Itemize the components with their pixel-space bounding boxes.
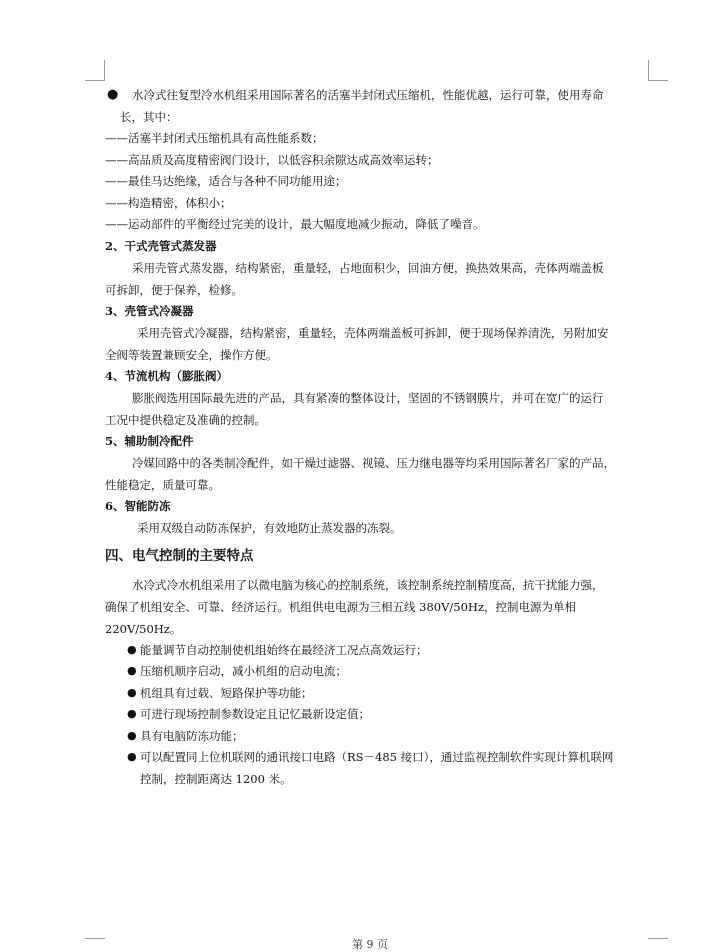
bullet-item: 具有电脑防冻功能； <box>140 729 244 743</box>
bullet-item-continued: 控制，控制距离达 1200 米。 <box>140 772 292 786</box>
chapter-heading: 四、电气控制的主要特点 <box>105 548 254 564</box>
bullet-icon: ● <box>127 729 137 742</box>
paragraph-line: 采用壳管式蒸发器，结构紧密，重量轻，占地面积少，回油方便，换热效果高，壳体两端盖板 <box>132 261 604 275</box>
section-heading: 3、壳管式冷凝器 <box>105 304 194 318</box>
bullet-icon: ● <box>127 643 137 656</box>
section-heading: 5、辅助制冷配件 <box>105 434 194 448</box>
crop-mark-top-left <box>85 80 105 81</box>
paragraph-line: 冷媒回路中的各类制冷配件，如干燥过滤器、视镜、压力继电器等均采用国际著名厂家的产品， <box>132 456 615 470</box>
bullet-icon: ● <box>127 686 137 699</box>
crop-mark-bottom-left <box>85 938 105 939</box>
paragraph-line: 采用壳管式冷凝器，结构紧密，重量轻，壳体两端盖板可拆卸，便于现场保养清洗，另附加安 <box>137 326 609 340</box>
page-number: 第 9 页 <box>352 938 388 951</box>
paragraph-line: 水冷式冷水机组采用了以微电脑为核心的控制系统，该控制系统控制精度高，抗干扰能力强， <box>132 578 604 592</box>
dash-item: ——运动部件的平衡经过完美的设计，最大幅度地减少振动，降低了噪音。 <box>105 217 485 231</box>
dash-item: ——构造精密，体积小； <box>105 196 232 210</box>
dash-item: ——高品质及高度精密阀门设计，以低容积余隙达成高效率运转； <box>105 153 439 167</box>
bullet-item: 机组具有过载、短路保护等功能； <box>140 686 313 700</box>
bullet-item: 可进行现场控制参数设定且记忆最新设定值； <box>140 707 370 721</box>
dash-item: ——活塞半封闭式压缩机具有高性能系数； <box>105 131 324 145</box>
paragraph-line: 工况中提供稳定及准确的控制。 <box>105 413 266 427</box>
paragraph-line: 膨胀阀选用国际最先进的产品，具有紧凑的整体设计，坚固的不锈钢膜片，并可在宽广的运行 <box>132 391 604 405</box>
paragraph-line: 长，其中： <box>120 110 178 124</box>
section-heading: 4、节流机构（膨胀阀） <box>105 369 229 383</box>
paragraph-line: 220V/50Hz。 <box>105 622 182 636</box>
bullet-item: 能量调节自动控制使机组始终在最经济工况点高效运行； <box>140 643 428 657</box>
crop-mark-top-right-v <box>648 60 649 80</box>
section-heading: 6、智能防冻 <box>105 499 171 513</box>
paragraph-line: 性能稳定，质量可靠。 <box>105 478 220 492</box>
paragraph-line: 可拆卸，便于保养，检修。 <box>105 283 243 297</box>
bullet-icon: ● <box>127 664 137 677</box>
crop-mark-bottom-right <box>648 938 668 939</box>
paragraph-line: 确保了机组安全、可靠、经济运行。机组供电电源为三相五线 380V/50Hz，控制电源为单相 <box>105 600 577 614</box>
paragraph-line: 水冷式往复型冷水机组采用国际著名的活塞半封闭式压缩机，性能优越，运行可靠，使用寿命 <box>132 88 604 102</box>
paragraph-line: 全阀等装置兼顾安全，操作方便。 <box>105 348 278 362</box>
section-heading: 2、干式壳管式蒸发器 <box>105 239 217 253</box>
crop-mark-top-right <box>648 80 668 81</box>
paragraph-line: 采用双级自动防冻保护，有效地防止蒸发器的冻裂。 <box>137 521 402 535</box>
bullet-icon: ● <box>107 87 119 102</box>
bullet-item: 压缩机顺序启动，减小机组的启动电流； <box>140 664 347 678</box>
bullet-icon: ● <box>127 707 137 720</box>
bullet-icon: ● <box>127 750 137 763</box>
dash-item: ——最佳马达绝缘，适合与各种不同功能用途； <box>105 174 347 188</box>
bullet-item: 可以配置同上位机联网的通讯接口电路（RS－485 接口），通过监视控制软件实现计算机联网 <box>140 750 614 764</box>
crop-mark-top-left-v <box>104 60 105 80</box>
